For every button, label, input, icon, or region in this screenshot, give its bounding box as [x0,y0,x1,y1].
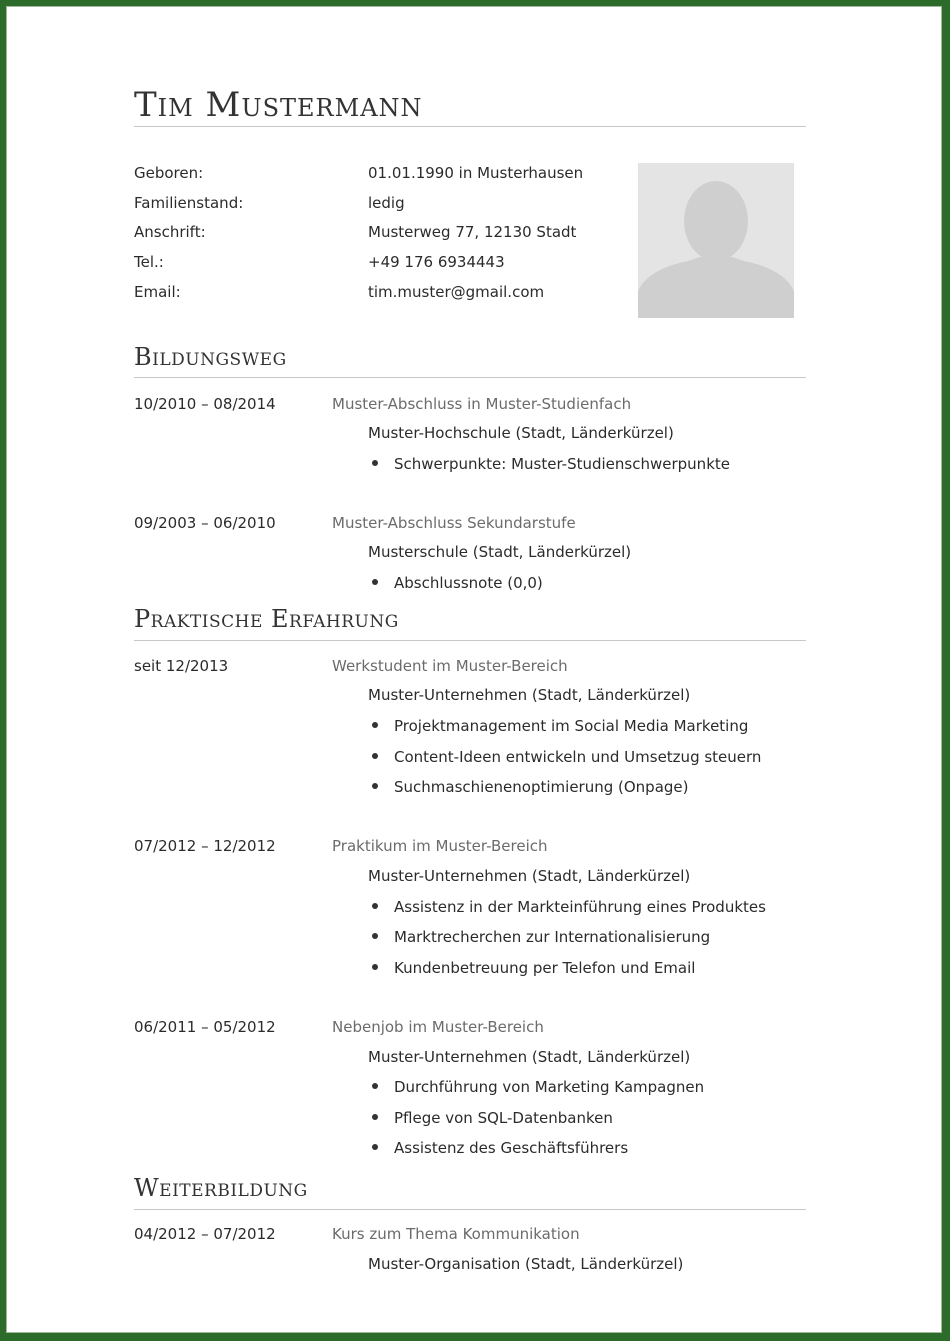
education-bullet-1-1 [372,455,730,473]
experience-bullet-1-3 [372,778,689,796]
education-bullet-2-1 [372,574,543,592]
bullet-text: Schwerpunkte: Muster-Studienschwerpunkte [394,455,730,473]
training-organization-1: Muster-Organisation (Stadt, Länderkürzel) [368,1255,684,1273]
experience-bullet-3-1 [372,1078,704,1096]
experience-role-1: Werkstudent im Muster-Bereich [332,657,568,675]
experience-date-3: 06/2011 – 05/2012 [134,1018,276,1036]
education-school-1: Muster-Hochschule (Stadt, Länderkürzel) [368,424,674,442]
experience-bullet-1-1 [372,717,748,735]
bullet-text: Assistenz des Geschäftsführers [394,1139,629,1157]
bullet-dot [372,460,378,466]
experience-company-1: Muster-Unternehmen (Stadt, Länderkürzel) [368,686,691,704]
bullet-text: Abschlussnote (0,0) [394,574,543,592]
training-date-1: 04/2012 – 07/2012 [134,1225,276,1243]
experience-bullet-2-2 [372,928,710,946]
bullet-dot [372,1083,378,1089]
info-value-born: 01.01.1990 in Musterhausen [368,164,584,182]
name-divider [134,126,806,127]
experience-bullet-3-3 [372,1139,628,1157]
person-silhouette-icon [638,163,794,318]
bullet-dot [372,903,378,909]
bullet-dot [372,753,378,759]
education-date-2: 09/2003 – 06/2010 [134,514,276,532]
experience-bullet-2-1 [372,898,766,916]
info-label-phone: Tel.: [134,253,164,271]
experience-role-2: Praktikum im Muster-Bereich [332,837,548,855]
info-label-born: Geboren: [134,164,204,182]
experience-bullet-1-2 [372,748,761,766]
bullet-dot [372,783,378,789]
bullet-text: Suchmaschienenoptimierung (Onpage) [394,778,689,796]
education-school-2: Musterschule (Stadt, Länderkürzel) [368,543,632,561]
education-degree-2: Muster-Abschluss Sekundarstufe [332,514,576,532]
info-value-email: tim.muster@gmail.com [368,283,545,301]
info-value-phone: +49 176 6934443 [368,253,505,271]
section-title-experience: Praktische Erfahrung [134,605,399,633]
bullet-dot [372,1114,378,1120]
experience-date-2: 07/2012 – 12/2012 [134,837,276,855]
bullet-text: Pflege von SQL-Datenbanken [394,1109,613,1127]
education-divider [134,377,806,378]
info-value-address: Musterweg 77, 12130 Stadt [368,223,577,241]
experience-bullet-3-2 [372,1109,613,1127]
info-label-email: Email: [134,283,181,301]
experience-bullet-2-3 [372,959,695,977]
cv-page [6,6,942,1333]
bullet-text: Projektmanagement im Social Media Marketing [394,717,749,735]
info-label-address: Anschrift: [134,223,206,241]
info-value-marital: ledig [368,194,405,212]
bullet-text: Kundenbetreuung per Telefon und Email [394,959,696,977]
experience-divider [134,640,806,641]
education-degree-1: Muster-Abschluss in Muster-Studienfach [332,395,632,413]
section-title-training: Weiterbildung [134,1174,308,1202]
bullet-dot [372,579,378,585]
bullet-text: Content-Ideen entwickeln und Umsetzug steuern [394,748,762,766]
bullet-text: Durchführung von Marketing Kampagnen [394,1078,705,1096]
section-title-education: Bildungsweg [134,343,287,371]
info-label-marital: Familienstand: [134,194,244,212]
education-date-1: 10/2010 – 08/2014 [134,395,276,413]
training-course-1: Kurs zum Thema Kommunikation [332,1225,580,1243]
bullet-dot [372,1144,378,1150]
bullet-text: Assistenz in der Markteinführung eines Produktes [394,898,766,916]
bullet-dot [372,933,378,939]
training-divider [134,1209,806,1210]
experience-company-2: Muster-Unternehmen (Stadt, Länderkürzel) [368,867,691,885]
experience-date-1: seit 12/2013 [134,657,229,675]
experience-company-3: Muster-Unternehmen (Stadt, Länderkürzel) [368,1048,691,1066]
bullet-dot [372,722,378,728]
experience-role-3: Nebenjob im Muster-Bereich [332,1018,544,1036]
bullet-text: Marktrecherchen zur Internationalisierung [394,928,711,946]
applicant-name: Tim Mustermann [134,85,423,125]
profile-photo [638,163,794,318]
bullet-dot [372,964,378,970]
